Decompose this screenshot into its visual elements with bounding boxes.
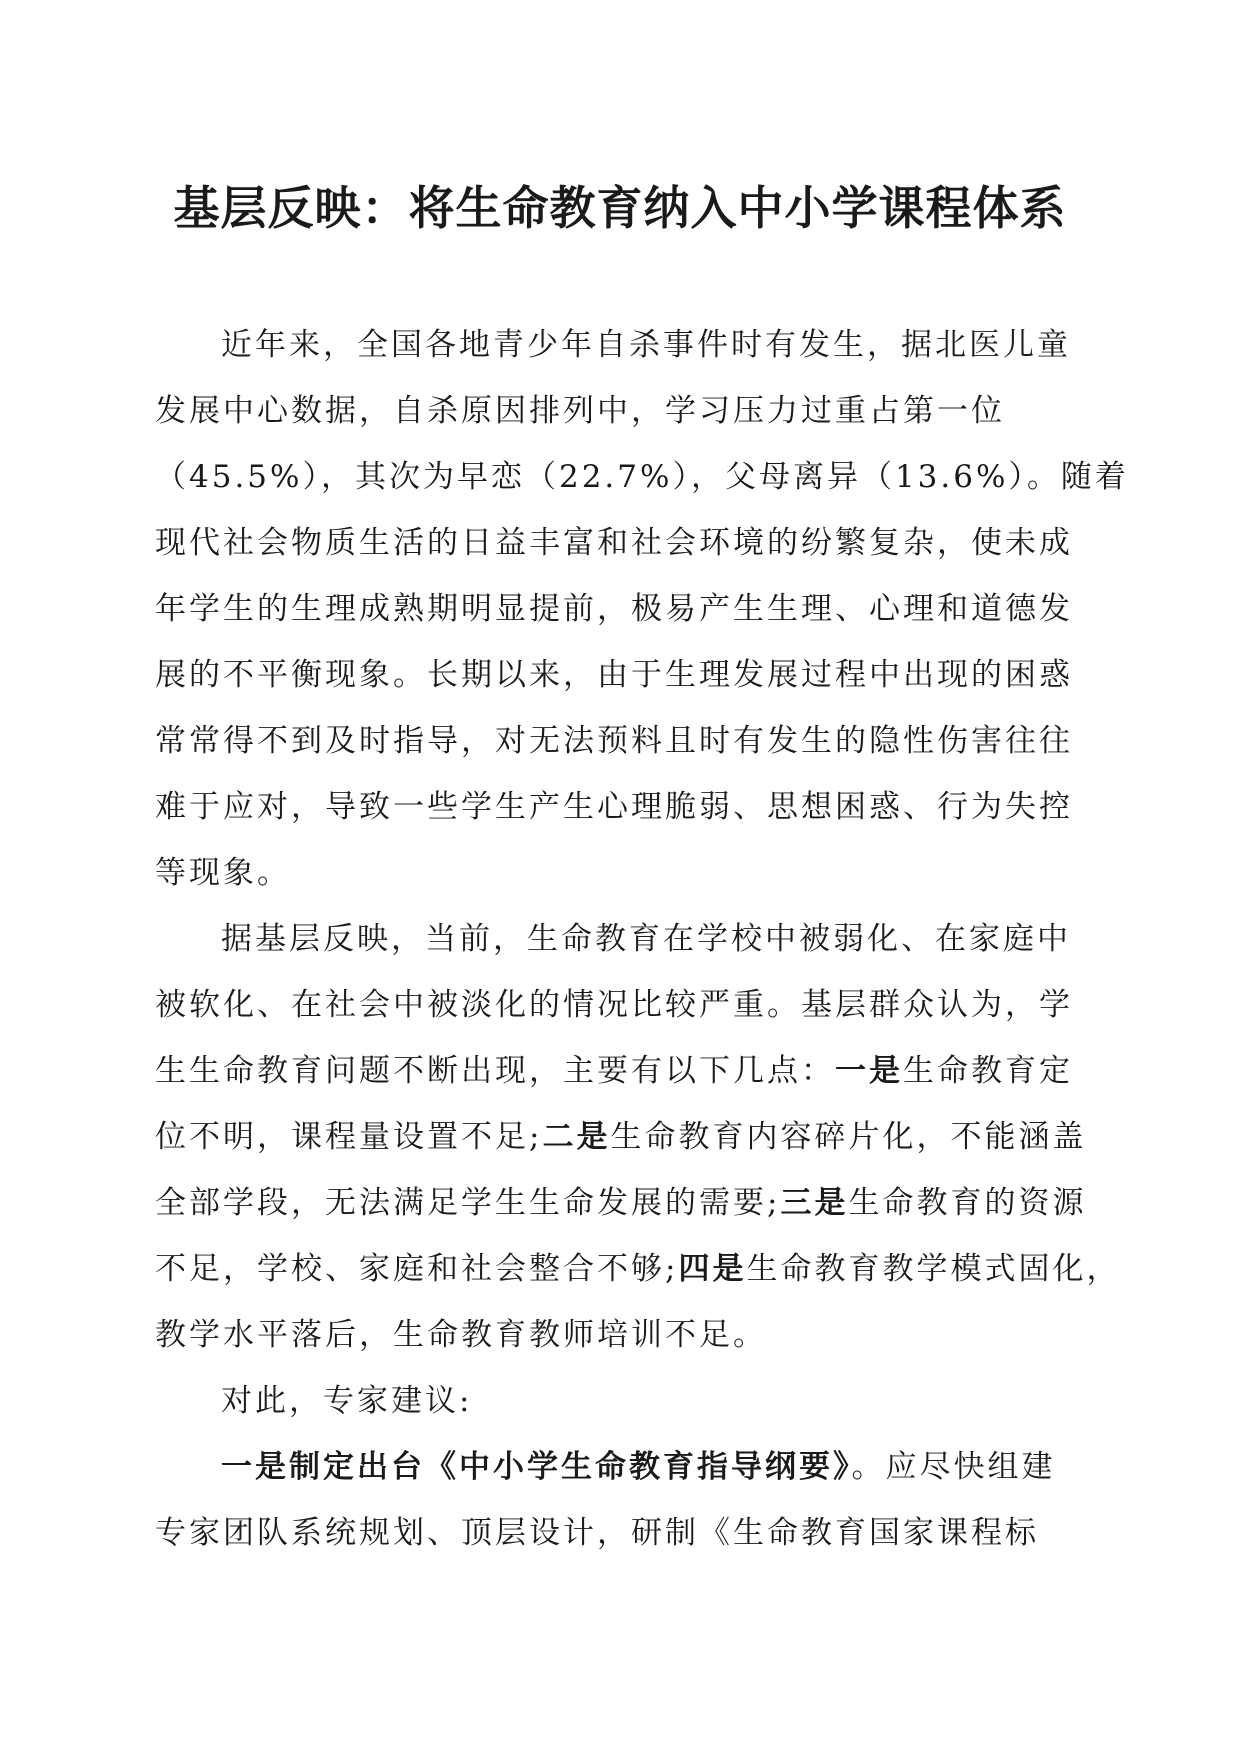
paragraph-line: [155, 774, 1095, 840]
text-run: 等现象。: [155, 855, 291, 891]
text-run: 常常得不到及时指导，对无法预料且时有发生的隐性伤害往往: [155, 723, 1073, 759]
text-run: 全部学段，无法满足学生生命发展的需要;: [155, 1185, 781, 1221]
bold-text-run: 二是: [542, 1119, 611, 1155]
paragraph-line: [155, 444, 1129, 510]
text-run: 生命教育的资源: [848, 1185, 1087, 1221]
text-run: 据基层反映，当前，生命教育在学校中被弱化、在家庭中: [221, 921, 1071, 957]
paragraph-line: [155, 1038, 1095, 1104]
paragraph-line: [155, 1434, 1095, 1500]
text-run: 难于应对，导致一些学生产生心理脆弱、思想困惑、行为失控: [155, 789, 1073, 825]
text-run: 年学生的生理成熟期明显提前，极易产生生理、心理和道德发: [155, 591, 1073, 627]
paragraph-line: [155, 1302, 1095, 1368]
text-run: 现代社会物质生活的日益丰富和社会环境的纷繁复杂，使未成: [155, 525, 1073, 561]
paragraph-line: [155, 1236, 1121, 1302]
text-run: 对此，专家建议:: [221, 1383, 473, 1419]
text-run: （45.5%），其次为早恋（22.7%），父母离异（13.6%）。随着: [155, 459, 1129, 495]
bold-text-run: 一是: [835, 1053, 903, 1089]
bold-text-run: 三是: [780, 1185, 849, 1221]
text-run: 展的不平衡现象。长期以来，由于生理发展过程中出现的困惑: [155, 657, 1073, 693]
paragraph-line: [155, 576, 1095, 642]
paragraph-line: [155, 642, 1095, 708]
paragraph-line: [155, 312, 1095, 378]
bold-text-run: 四是: [678, 1251, 747, 1287]
text-run: 生生命教育问题不断出现，主要有以下几点：: [155, 1053, 835, 1089]
text-run: 教学水平落后，生命教育教师培训不足。: [155, 1317, 767, 1353]
text-run: 被软化、在社会中被淡化的情况比较严重。基层群众认为，学: [155, 987, 1073, 1023]
text-run: 生命教育内容碎片化，不能涵盖: [610, 1119, 1087, 1155]
paragraph-line: [155, 972, 1095, 1038]
text-run: 专家团队系统规划、顶层设计，研制《生命教育国家课程标: [155, 1515, 1039, 1551]
paragraph-line: [155, 708, 1095, 774]
paragraph-line: [155, 840, 1095, 906]
paragraph-line: [155, 1170, 1095, 1236]
text-run: 发展中心数据，自杀原因排列中，学习压力过重占第一位: [155, 393, 1005, 429]
paragraph-line: [155, 378, 1095, 444]
document-body: [155, 312, 1129, 1566]
text-run: 位不明，课程量设置不足;: [155, 1119, 543, 1155]
bold-text-run: 一是制定出台《中小学生命教育指导纲要》: [221, 1449, 852, 1485]
text-run: 不足，学校、家庭和社会整合不够;: [155, 1251, 679, 1287]
paragraph-line: [155, 1104, 1095, 1170]
text-run: 生命教育教学模式固化，: [746, 1251, 1121, 1287]
paragraph-line: [155, 1500, 1095, 1566]
paragraph-line: [155, 510, 1095, 576]
paragraph-line: [155, 906, 1095, 972]
document-title: 基层反映：将生命教育纳入中小学课程体系: [173, 181, 1067, 235]
paragraph-line: [155, 1368, 1095, 1434]
text-run: 。应尽快组建: [851, 1449, 1056, 1485]
text-run: 生命教育定: [903, 1053, 1073, 1089]
text-run: 近年来，全国各地青少年自杀事件时有发生，据北医儿童: [221, 327, 1071, 363]
